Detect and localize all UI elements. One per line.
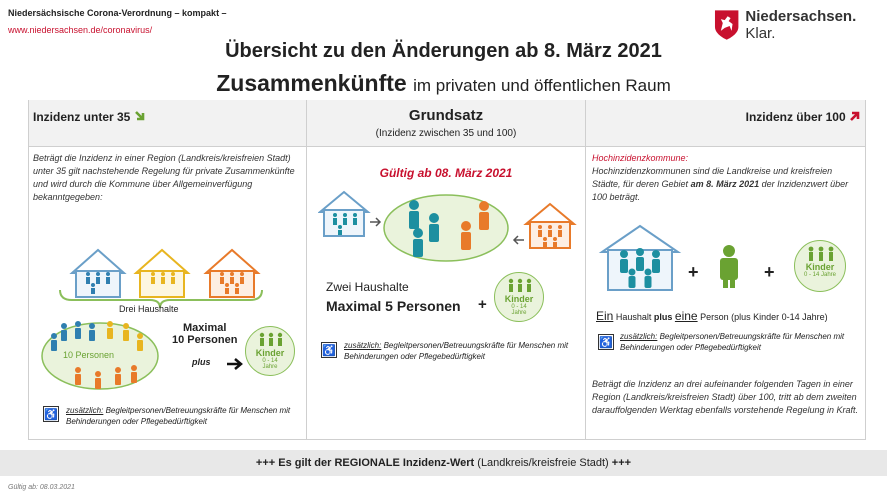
low-incidence-text: Beträgt die Inzidenz in einer Region (Landkreis/kreisfreien Stadt) unter 35 gilt nachstehende Regelung für private Zusammenkünfte und wird durch die Kommune über Allgemeinverfügung bekanntgegeben: [33, 153, 295, 202]
page-subtitle [0, 70, 887, 97]
logo-text: Niedersachsen. [745, 8, 857, 25]
three-households-label: Drei Haushalte [119, 304, 179, 314]
children-badge: Kinder 0 - 14 Jahre [794, 240, 846, 292]
high-incidence-rule-text: Beträgt die Inzidenz an drei aufeinander folgenden Tagen in einer Region (Landkreis/kreisfreien Stadt) über 100, tritt ab dem zweiten darauffolgenden Werktag ebenfalls vorstehende Regelung in Kraft. [592, 379, 859, 415]
person-icon [714, 244, 744, 288]
children-badge: Kinder 0 - 14 Jahre [494, 272, 544, 322]
two-households-label: Zwei Haushalte [326, 280, 409, 294]
plus-label: plus [192, 357, 211, 367]
column-divider [306, 100, 307, 440]
logo-suffix: Klar. [745, 25, 776, 42]
heading-principle: Grundsatz [408, 107, 484, 124]
children-badge: Kinder 0 - 14 Jahre [245, 326, 295, 376]
regional-incidence-banner: +++ Es gilt der REGIONALE Inzidenz-Wert (Landkreis/kreisfreie Stadt) +++ [0, 450, 887, 476]
one-household-plus-one-person: Ein Haushalt plus eine Person (plus Kinder 0-14 Jahre) [596, 309, 828, 323]
one-household-illustration [598, 222, 682, 294]
middle-extra-note: zusätzlich: Begleitpersonen/Betreuungskräfte für Menschen mit Behinderungen oder Pflegebedürftigkeit [344, 341, 569, 361]
arrow-left-icon [514, 236, 524, 244]
logo [714, 8, 887, 42]
heading-high-incidence: Inzidenz über 100 [746, 110, 861, 124]
max-ten-persons: Maximal 10 Personen [172, 322, 238, 346]
valid-date-note: Gültig ab: 08.03.2021 [8, 484, 75, 491]
children-icon [505, 278, 535, 292]
page-title: Übersicht zu den Änderungen ab 8. März 2021 [225, 40, 662, 62]
valid-from: Gültig ab 08. März 2021 [379, 166, 513, 180]
children-icon [256, 332, 286, 346]
plus-sign: + [688, 262, 699, 282]
arrow-down-right-icon [134, 110, 146, 122]
column-divider [585, 100, 586, 440]
subtitle-sub: im privaten und öffentlichen Raum [413, 76, 671, 95]
right-extra-note: zusätzlich: Begleitpersonen/Betreuungskräfte für Menschen mit Behinderungen oder Pflegebedürftigkeit [620, 332, 845, 352]
wheelchair-icon: ♿ [321, 342, 337, 358]
source-title: Niedersächsische Corona-Verordnung – kompakt – [8, 8, 227, 18]
two-households-illustration [318, 188, 578, 266]
plus-sign: + [764, 262, 775, 282]
plus-sign: + [478, 296, 487, 313]
heading-principle-sub: (Inzidenz zwischen 35 und 100) [375, 128, 517, 139]
house-icon-blue [320, 192, 368, 236]
arrow-right-icon [370, 218, 380, 226]
wheelchair-icon: ♿ [598, 334, 614, 350]
subtitle-main: Zusammenkünfte [216, 70, 407, 96]
children-icon [805, 246, 837, 262]
max-five-persons: Maximal 5 Personen [326, 298, 461, 314]
source-url[interactable]: www.niedersachsen.de/coronavirus/ [8, 25, 153, 35]
arrow-right-icon [227, 359, 241, 369]
horse-crest-icon [714, 9, 739, 41]
house-icon-orange [526, 204, 574, 248]
wheelchair-icon: ♿ [43, 406, 59, 422]
left-extra-note: zusätzlich: Begleitpersonen/Betreuungskräfte für Menschen mit Behinderungen oder Pflegebedürftigkeit [66, 406, 291, 426]
ten-persons-label: 10 Personen [63, 350, 115, 360]
heading-low-incidence: Inzidenz unter 35 [33, 110, 146, 124]
high-incidence-text: Hochinzidenzkommune: Hochinzidenzkommunen sind die Landkreise und kreisfreien Städte, für deren Gebiet am 8. März 2021 der Inzidenzwert über 100 beträgt. [592, 153, 849, 202]
arrow-up-right-icon [849, 110, 861, 122]
